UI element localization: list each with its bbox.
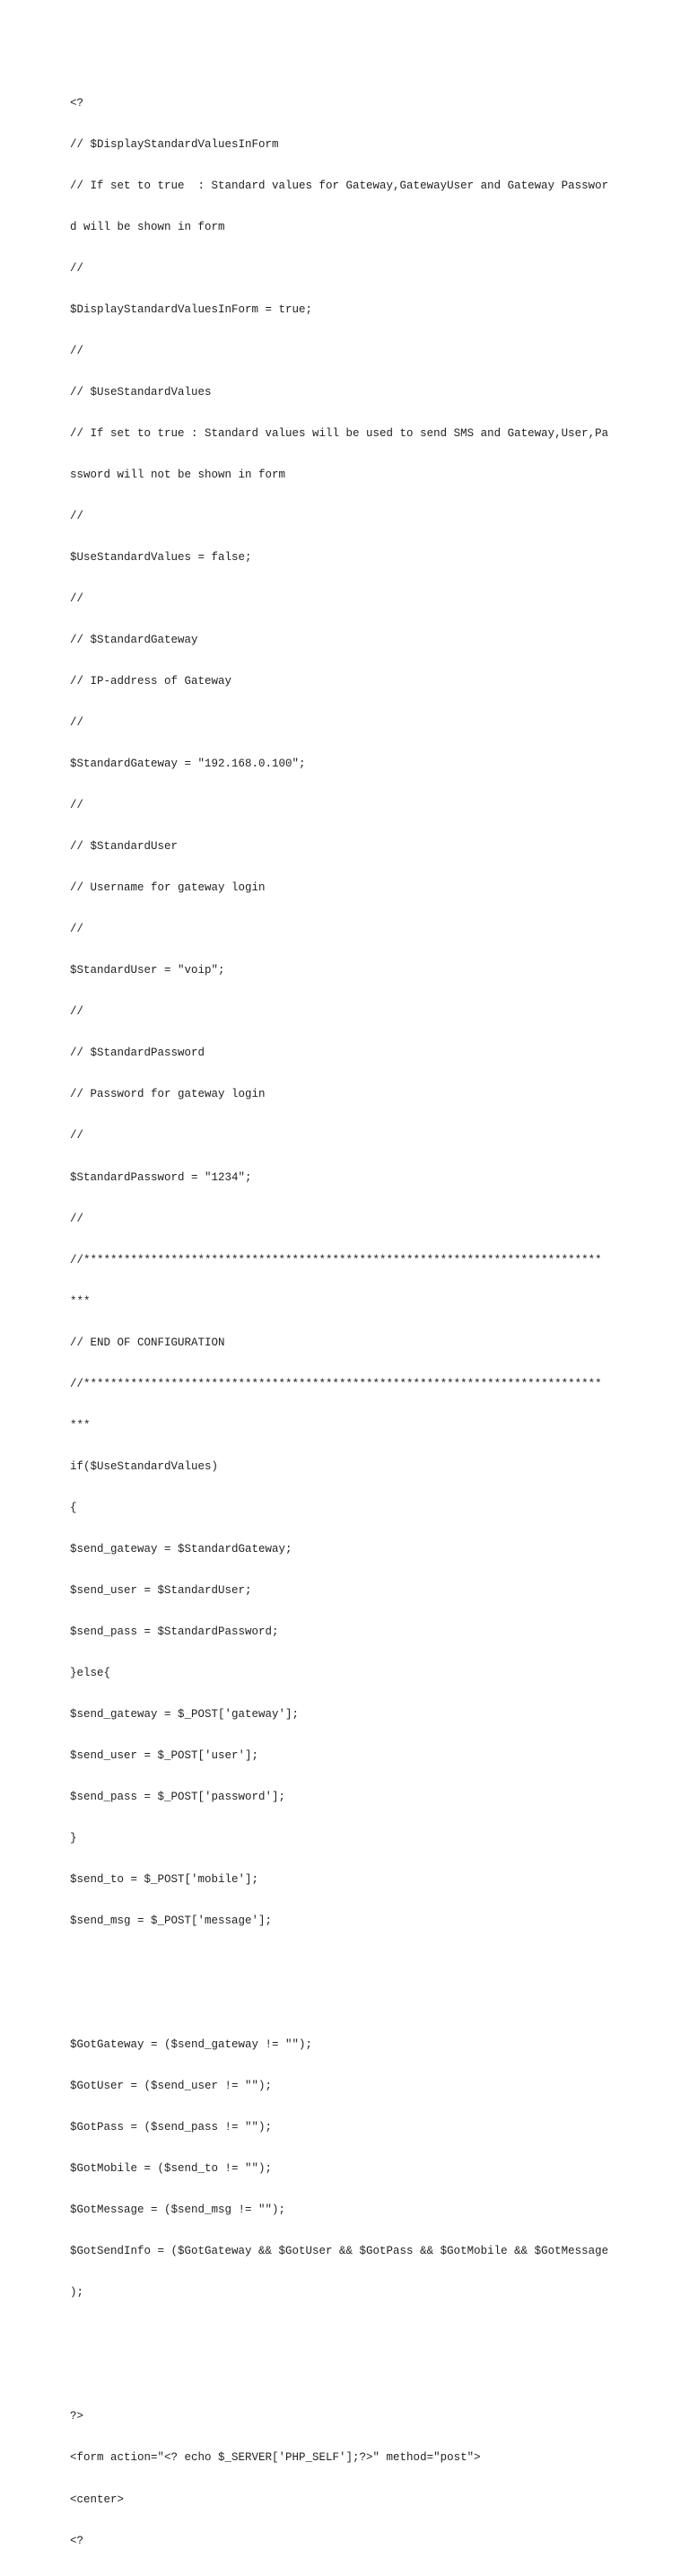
code-line: // [70, 923, 84, 936]
code-line: ssword will not be shown in form [70, 468, 286, 481]
code-line: $GotPass = ($send_pass != ""); [70, 2121, 273, 2134]
code-line: ); [70, 2286, 84, 2300]
code-line: $send_user = $_POST['user']; [70, 1748, 259, 1762]
code-line: // $StandardPassword [70, 1047, 205, 1060]
code-line: *** [70, 1294, 91, 1308]
code-line [70, 1997, 644, 2011]
code-line: $UseStandardValues = false; [70, 551, 252, 565]
code-line: // Username for gateway login [70, 881, 266, 895]
code-line: $DisplayStandardValuesInForm = true; [70, 302, 313, 316]
code-line [70, 2369, 644, 2382]
code-line: // $StandardUser [70, 840, 179, 854]
code-line: <? [70, 2534, 84, 2547]
code-line: // [70, 1212, 84, 1225]
code-line: // [70, 510, 84, 522]
code-line: *** [70, 1418, 91, 1432]
code-line: $GotSendInfo = ($GotGateway && $GotUser && $GotPass && $GotMobile && $GotMessage [70, 2245, 609, 2258]
code-line: $send_gateway = $_POST['gateway']; [70, 1707, 300, 1721]
code-line: // END OF CONFIGURATION [70, 1336, 225, 1349]
code-line [70, 1956, 644, 1969]
code-line: $send_to = $_POST['mobile']; [70, 1873, 259, 1887]
code-line: <? [70, 96, 84, 110]
code-line: // Password for gateway login [70, 1088, 266, 1101]
code-line: // [70, 799, 84, 812]
code-line: $StandardPassword = "1234"; [70, 1170, 252, 1184]
code-line: // [70, 344, 84, 357]
code-line: // [70, 1129, 84, 1143]
code-line: $send_user = $StandardUser; [70, 1583, 252, 1597]
code-line: $GotGateway = ($send_gateway != ""); [70, 2038, 313, 2052]
code-line: <form action="<? echo $_SERVER['PHP_SELF'];?>" method="post"> [70, 2451, 481, 2465]
code-line: // [70, 261, 84, 275]
code-line: <center> [70, 2493, 125, 2506]
code-line: //***************************************************************************** [70, 1253, 602, 1266]
code-line: if($UseStandardValues) [70, 1459, 219, 1473]
code-line: // $StandardGateway [70, 634, 198, 647]
code-line: $send_msg = $_POST['message']; [70, 1914, 273, 1928]
code-listing [70, 69, 644, 2576]
code-line: // IP-address of Gateway [70, 675, 232, 688]
code-line: // If set to true : Standard values will be used to send SMS and Gateway,User,Pa [70, 426, 609, 440]
code-line: d will be shown in form [70, 220, 225, 233]
code-line: $GotMobile = ($send_to != ""); [70, 2162, 273, 2176]
code-line: $StandardUser = "voip"; [70, 964, 225, 977]
code-line: // [70, 592, 84, 606]
code-line: // $DisplayStandardValuesInForm [70, 137, 279, 151]
code-line: { [70, 1501, 77, 1514]
code-line: // $UseStandardValues [70, 385, 212, 399]
code-line: } [70, 1832, 77, 1844]
code-line: // [70, 1005, 84, 1019]
code-line: }else{ [70, 1666, 111, 1679]
code-line: $StandardGateway = "192.168.0.100"; [70, 758, 306, 771]
code-line: // If set to true : Standard values for Gateway,GatewayUser and Gateway Passwor [70, 179, 609, 192]
code-line: $send_gateway = $StandardGateway; [70, 1542, 292, 1555]
code-line: // [70, 716, 84, 730]
code-line: $GotMessage = ($send_msg != ""); [70, 2204, 286, 2217]
code-line: ?> [70, 2410, 84, 2423]
code-line: $send_pass = $StandardPassword; [70, 1625, 279, 1638]
code-line: $GotUser = ($send_user != ""); [70, 2080, 273, 2093]
code-line: //***************************************************************************** [70, 1377, 602, 1390]
code-line [70, 2327, 644, 2341]
code-line: $send_pass = $_POST['password']; [70, 1790, 286, 1803]
